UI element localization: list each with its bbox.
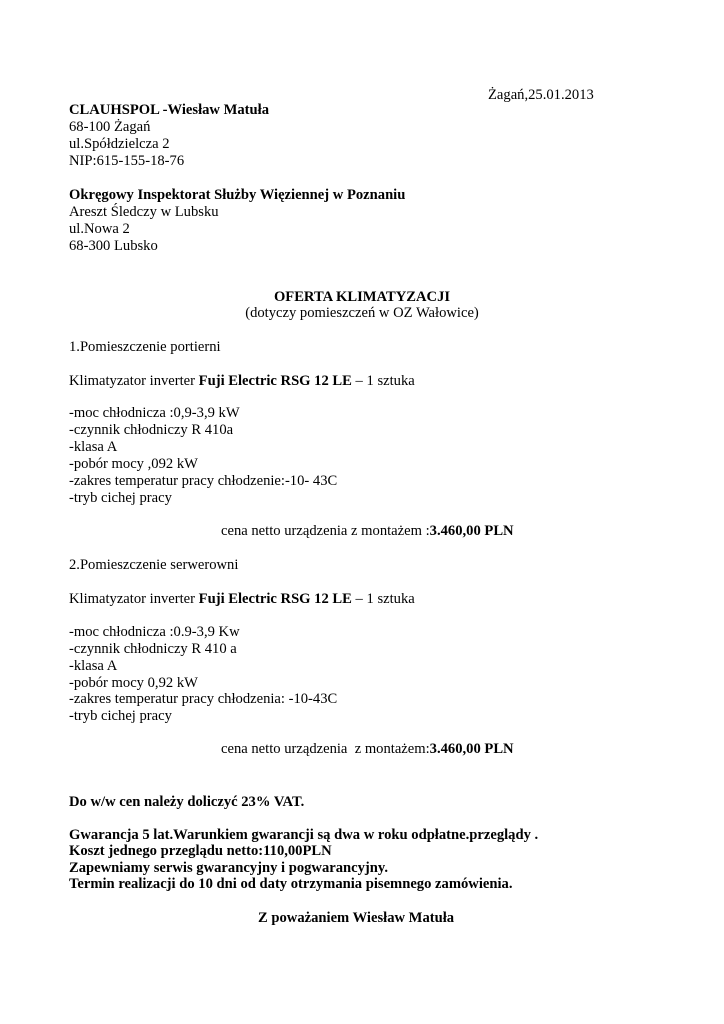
price-value: 3.460,00 PLN [429, 741, 514, 757]
recipient-postal: 68-300 Lubsko [69, 238, 158, 254]
spec-line: -pobór mocy ,092 kW [69, 456, 198, 472]
terms-line: Termin realizacji do 10 dni od daty otrzymania pisemnego zamówienia. [69, 876, 513, 892]
device-line [69, 373, 415, 390]
price-line [221, 523, 514, 540]
spec-line: -zakres temperatur pracy chłodzenie:-10- 43C [69, 473, 338, 489]
device-prefix: Klimatyzator inverter [69, 591, 199, 607]
spec-line: -zakres temperatur pracy chłodzenia: -10-43C [69, 691, 338, 707]
terms-line: Gwarancja 5 lat.Warunkiem gwarancji są dwa w roku odpłatne.przeglądy . [69, 827, 539, 843]
device-model: Fuji Electric RSG 12 LE [198, 373, 352, 389]
spec-line: -moc chłodnicza :0,9-3,9 kW [69, 405, 240, 421]
device-suffix: – 1 sztuka [351, 591, 415, 607]
sender-street: ul.Spółdzielcza 2 [69, 136, 170, 152]
spec-line: -tryb cichej pracy [69, 708, 172, 724]
sender-nip: NIP:615-155-18-76 [69, 153, 185, 169]
item-heading: 2.Pomieszczenie serwerowni [69, 557, 239, 573]
spec-line: -moc chłodnicza :0.9-3,9 Kw [69, 624, 240, 640]
price-value: 3.460,00 PLN [429, 523, 514, 539]
spec-line: -tryb cichej pracy [69, 490, 172, 506]
spec-line: -czynnik chłodniczy R 410a [69, 422, 234, 438]
device-model: Fuji Electric RSG 12 LE [198, 591, 352, 607]
price-label: cena netto urządzenia z montażem : [221, 523, 430, 539]
spec-line: -pobór mocy 0,92 kW [69, 675, 198, 691]
sender-postal: 68-100 Żagań [69, 119, 151, 135]
spec-line: -czynnik chłodniczy R 410 a [69, 641, 237, 657]
device-line [69, 591, 415, 608]
offer-title: OFERTA KLIMATYZACJI [273, 289, 451, 305]
device-suffix: – 1 sztuka [351, 373, 415, 389]
vat-note: Do w/w cen należy doliczyć 23% VAT. [69, 794, 305, 810]
recipient-unit: Areszt Śledczy w Lubsku [69, 204, 219, 220]
spec-line: -klasa A [69, 439, 118, 455]
item-heading: 1.Pomieszczenie portierni [69, 339, 221, 355]
recipient-street: ul.Nowa 2 [69, 221, 130, 237]
price-line [221, 741, 514, 758]
spec-line: -klasa A [69, 658, 118, 674]
device-prefix: Klimatyzator inverter [69, 373, 199, 389]
offer-subtitle: (dotyczy pomieszczeń w OZ Wałowice) [245, 305, 479, 321]
terms-line: Zapewniamy serwis gwarancyjny i pogwarancyjny. [69, 860, 389, 876]
closing-signature: Z poważaniem Wiesław Matuła [258, 910, 455, 926]
price-label: cena netto urządzenia z montażem: [221, 741, 430, 757]
terms-line: Koszt jednego przeglądu netto:110,00PLN [69, 843, 332, 859]
date-line: Żagań,25.01.2013 [488, 87, 594, 103]
recipient-name: Okręgowy Inspektorat Służby Więziennej w Poznaniu [69, 187, 406, 203]
sender-name: CLAUHSPOL -Wiesław Matuła [69, 102, 270, 118]
